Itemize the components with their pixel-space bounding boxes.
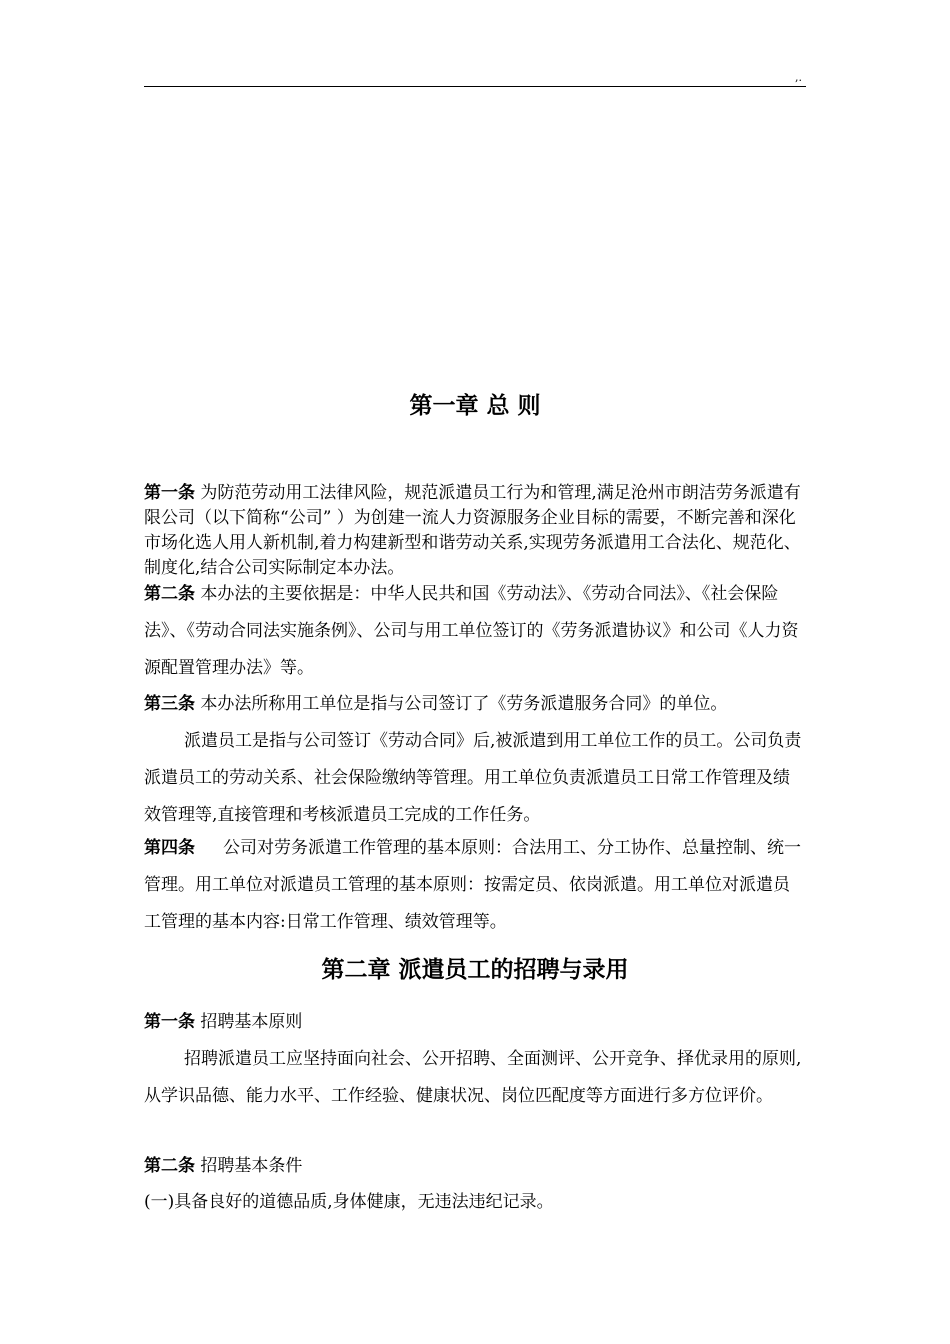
article-label: 第二条	[144, 584, 195, 604]
chapter-2-article-1	[144, 1004, 806, 1041]
chapter-2-title: 第二章 派遣员工的招聘与录用	[321, 956, 629, 983]
article-text: 本办法的主要依据是：中华人民共和国《劳动法》、《劳动合同法》、《社会保险法》、《劳动合同法实施条例》、公司与用工单位签订的《劳务派遣协议》和公司《人力资源配置管理办法》等。	[144, 584, 799, 678]
article-label: 第三条	[144, 694, 195, 714]
article-text: 招聘基本原则	[200, 1012, 303, 1032]
article-text: 公司对劳务派遣工作管理的基本原则：合法用工、分工协作、总量控制、统一管理。用工单位对派遣员工管理的基本原则：按需定员、依岗派遣。用工单位对派遣员工管理的基本内容:日常工作管理、绩效管理等。	[144, 838, 801, 932]
article-text: 为防范劳动用工法律风险，规范派遣员工行为和管理,满足沧州市朗洁劳务派遣有限公司（以下简称“公司” ）为创建一流人力资源服务企业目标的需要，不断完善和深化市场化选人用人新机制,着力构建新型和谐劳动关系,实现劳务派遣用工合法化、规范化、制度化,结合公司实际制定本办法。	[144, 483, 801, 578]
article-label: 第四条	[144, 838, 195, 858]
article-text: 本办法所称用工单位是指与公司签订了《劳务派遣服务合同》的单位。	[200, 694, 728, 714]
chapter-1-article-3-paragraph: 派遣员工是指与公司签订《劳动合同》后,被派遣到用工单位工作的员工。公司负责派遣员工的劳动关系、社会保险缴纳等管理。用工单位负责派遣员工日常工作管理及绩效管理等,直接管理和考核派遣员工完成的工作任务。	[144, 731, 802, 825]
header-mark: ,.	[795, 71, 802, 84]
article-label: 第一条	[144, 483, 195, 503]
chapter-1-article-1	[144, 481, 806, 581]
chapter-1-article-2	[144, 576, 806, 687]
article-text: 招聘基本条件	[200, 1156, 303, 1176]
chapter-1-title: 第一章 总 则	[409, 392, 541, 419]
article-label: 第一条	[144, 1012, 195, 1032]
chapter-2-article-2-item-1: (一)具备良好的道德品质,身体健康，无违法违纪记录。	[144, 1192, 554, 1212]
chapter-2-article-2	[144, 1148, 806, 1185]
header-rule	[144, 86, 806, 87]
chapter-1-article-4	[144, 830, 806, 941]
chapter-2-article-1-paragraph: 招聘派遣员工应坚持面向社会、公开招聘、全面测评、公开竞争、择优录用的原则,从学识品德、能力水平、工作经验、健康状况、岗位匹配度等方面进行多方位评价。	[144, 1049, 802, 1106]
chapter-1-article-3	[144, 686, 806, 723]
article-label: 第二条	[144, 1156, 195, 1176]
